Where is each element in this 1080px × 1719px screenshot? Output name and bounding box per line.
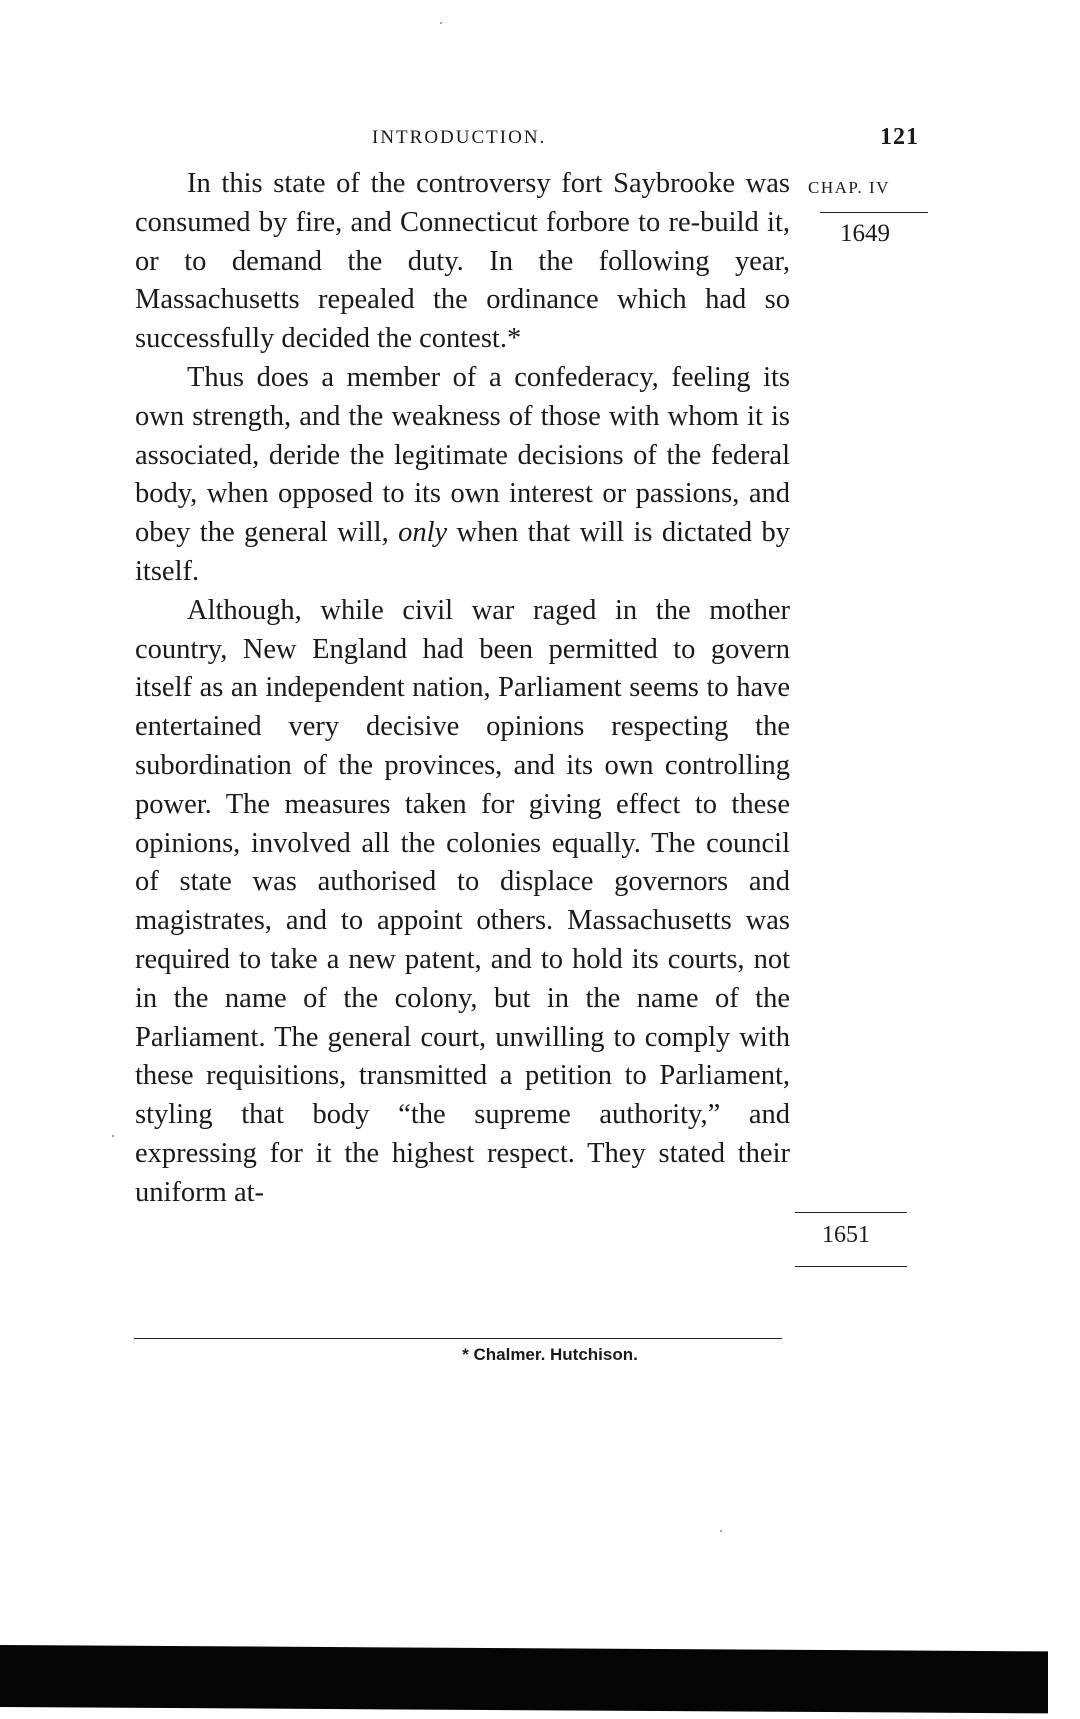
paragraph-text: Although, while civil war raged in the mother country, New England had been permitted to govern itself as an independent nation, Parliament seems to have entertained very decisive opinions respecting the subordination of the provinces, and its own controlling power. The measures taken for giving effect to these opinions, involved all the colonies equally. The council of state was authorised to displace governors and magistrates, and to appoint others. Massachusetts was required to take a new patent, and to hold its courts, not in the name of the colony, but in the name of the Parliament. The general court, unwilling to comply with these requisitions, transmitted a petition to Parliament, styling that body “the supreme authority,” and expressing for it the highest respect. They stated their uniform at- [135,594,790,1208]
paragraph [135,359,790,592]
margin-divider [820,212,928,213]
margin-divider [795,1266,907,1267]
page-number: 121 [880,124,919,150]
body-text [135,165,790,1213]
running-head: INTRODUCTION. [372,127,547,148]
margin-year: 1651 [822,1222,870,1248]
margin-year: 1649 [840,220,890,247]
margin-divider [795,1212,907,1213]
margin-chapter-label: CHAP. IV [808,178,890,197]
paragraph [135,165,790,359]
footnote-divider [134,1338,782,1339]
paper-speck [440,22,442,24]
paragraph-text: when that will is dictated by itself. [135,517,790,587]
paper-speck [720,1530,722,1532]
paragraph [135,592,790,1213]
paragraph-text: In this state of the controversy fort Saybrooke was consumed by fire, and Connecticut forbore to re-build it, or to demand the duty. In the following year, Massachusetts repealed the ordinance which had so successfully decided the contest.* [135,168,790,355]
paragraph-text: Thus does a member of a confederacy, feeling its own strength, and the weakness of those with whom it is associated, deride the legitimate decisions of the federal body, when opposed to its own interest or passions, and obey the general will, [135,361,790,549]
scan-edge-band [0,1645,1048,1713]
paper-speck [112,1135,114,1137]
footnote: * Chalmer. Hutchison. [462,1345,638,1364]
emphasis-text: only [398,517,448,549]
